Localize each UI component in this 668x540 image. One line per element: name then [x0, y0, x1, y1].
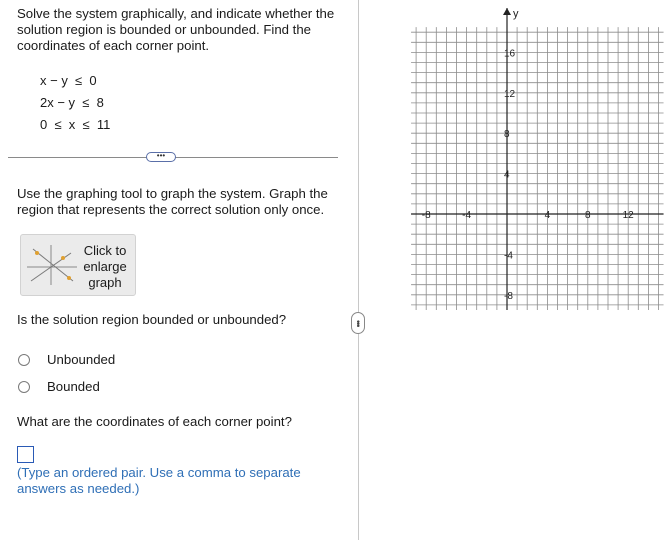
inequality-2: 2x − y ≤ 8: [40, 95, 104, 110]
option-bounded-label[interactable]: Bounded: [47, 379, 100, 394]
answer-hint: (Type an ordered pair. Use a comma to separate answers as needed.): [17, 465, 301, 496]
x-tick-label: 8: [585, 210, 591, 221]
y-tick-label: -8: [504, 290, 513, 302]
radio-bounded[interactable]: [18, 381, 30, 393]
option-unbounded[interactable]: [18, 352, 115, 367]
corner-question: What are the coordinates of each corner point?: [17, 414, 292, 429]
inequality-1: x − y ≤ 0: [40, 73, 97, 88]
y-tick-label: 12: [504, 88, 516, 100]
y-tick-label: -4: [504, 250, 513, 262]
option-bounded[interactable]: [18, 379, 100, 394]
x-tick-label: 4: [544, 210, 551, 221]
corner-point-input[interactable]: [17, 446, 34, 463]
x-tick-label: -4: [462, 210, 472, 221]
option-unbounded-label[interactable]: Unbounded: [47, 352, 116, 367]
y-tick-label: 16: [504, 48, 516, 60]
inequality-system: [40, 70, 110, 136]
inequality-3: 0 ≤ x ≤ 11: [40, 117, 111, 132]
bounded-question: Is the solution region bounded or unbounded?: [17, 312, 287, 327]
radio-unbounded[interactable]: [18, 354, 30, 366]
y-axis-label: y: [513, 8, 519, 20]
enlarge-graph-button[interactable]: [20, 234, 136, 296]
x-tick-label: -8: [421, 210, 431, 221]
enlarge-button-label: Click to enlarge graph: [83, 243, 127, 290]
x-tick-label: 12: [622, 210, 634, 221]
y-tick-label: 8: [504, 129, 510, 141]
pane-splitter-handle[interactable]: •••: [351, 312, 365, 334]
graph-thumbnail-icon: [27, 245, 77, 285]
pane-border: [358, 0, 359, 540]
y-axis-arrow-icon: [503, 8, 511, 15]
show-more-button[interactable]: •••: [146, 152, 176, 162]
graph-instructions: Use the graphing tool to graph the system. Graph the region that represents the correct solution only once.: [17, 186, 328, 217]
problem-statement: Solve the system graphically, and indicate whether the solution region is bounded or unbounded. Find the coordinates of each corner point.: [17, 6, 335, 53]
graph-area[interactable]: [400, 6, 666, 312]
y-tick-label: 4: [504, 169, 510, 181]
